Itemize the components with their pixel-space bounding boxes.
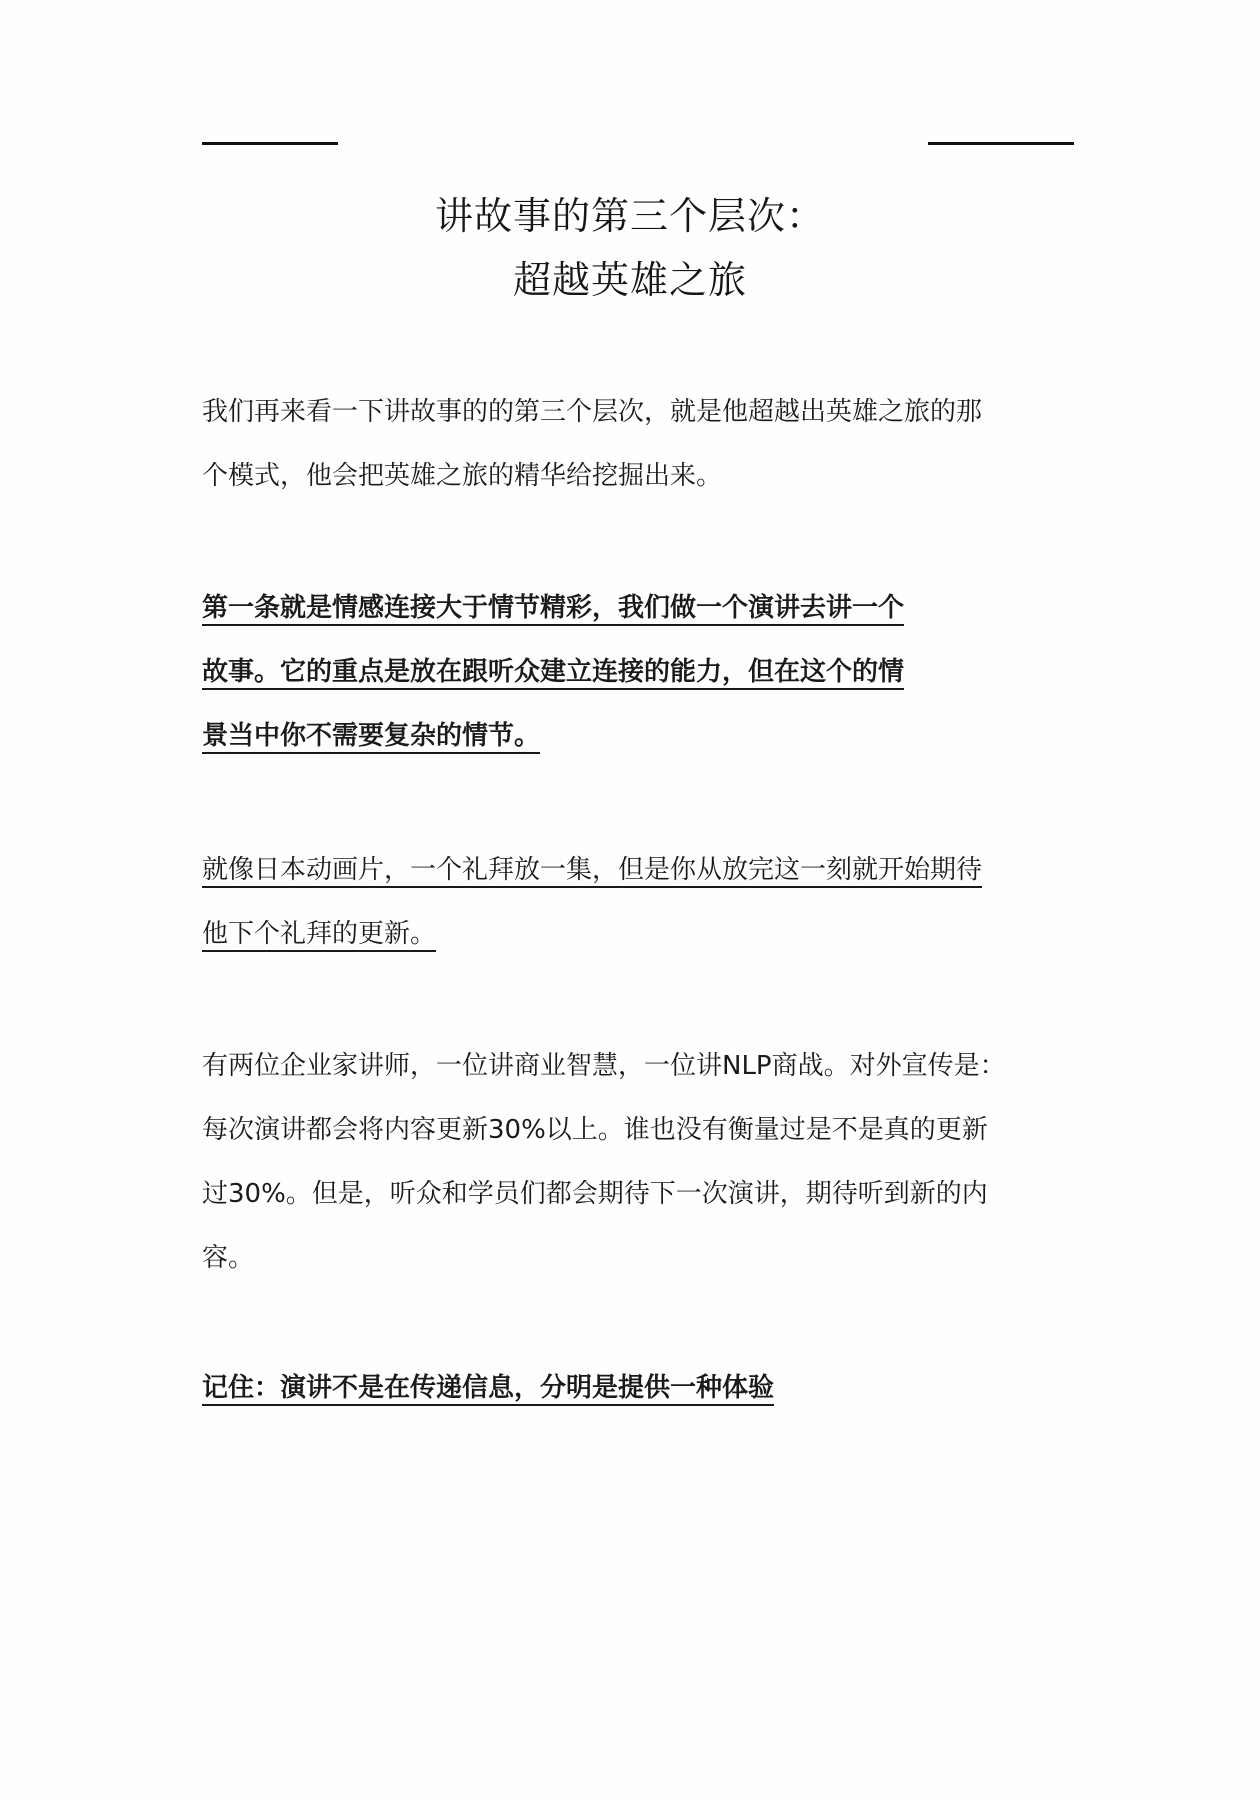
paragraph-line: 就像日本动画片，一个礼拜放一集，但是你从放完这一刻就开始期待: [202, 855, 983, 885]
paragraph-line: 景当中你不需要复杂的情节。: [202, 721, 541, 751]
page-subtitle: 超越英雄之旅: [512, 258, 747, 302]
paragraph-intro: [202, 380, 1082, 508]
paragraph-line: 故事。它的重点是放在跟听众建立连接的能力，但在这个的情: [202, 657, 905, 687]
paragraph-line: 他下个礼拜的更新。: [202, 919, 437, 949]
paragraph-line: 容。: [202, 1243, 255, 1273]
paragraph-line: 记住：演讲不是在传递信息，分明是提供一种体验: [202, 1373, 775, 1403]
paragraph-conclusion: [202, 1356, 1082, 1420]
paragraph-line: 有两位企业家讲师，一位讲商业智慧，一位讲NLP商战。对外宣传是：: [202, 1051, 1006, 1081]
header-rule-left: [202, 142, 338, 145]
paragraph-entrepreneur-example: [202, 1034, 1082, 1290]
paragraph-anime-example: [202, 838, 1082, 966]
page-title: 讲故事的第三个层次：: [434, 194, 825, 238]
header-rule-right: [928, 142, 1074, 145]
paragraph-line: 我们再来看一下讲故事的的第三个层次，就是他超越出英雄之旅的那: [202, 397, 983, 427]
paragraph-line: 每次演讲都会将内容更新30%以上。谁也没有衡量过是不是真的更新: [202, 1115, 988, 1145]
paragraph-line: 个模式，他会把英雄之旅的精华给挖掘出来。: [202, 461, 723, 491]
paragraph-line: 过30%。但是，听众和学员们都会期待下一次演讲，期待听到新的内: [202, 1179, 988, 1209]
paragraph-line: 第一条就是情感连接大于情节精彩，我们做一个演讲去讲一个: [202, 593, 905, 623]
paragraph-point-one: [202, 576, 1082, 768]
